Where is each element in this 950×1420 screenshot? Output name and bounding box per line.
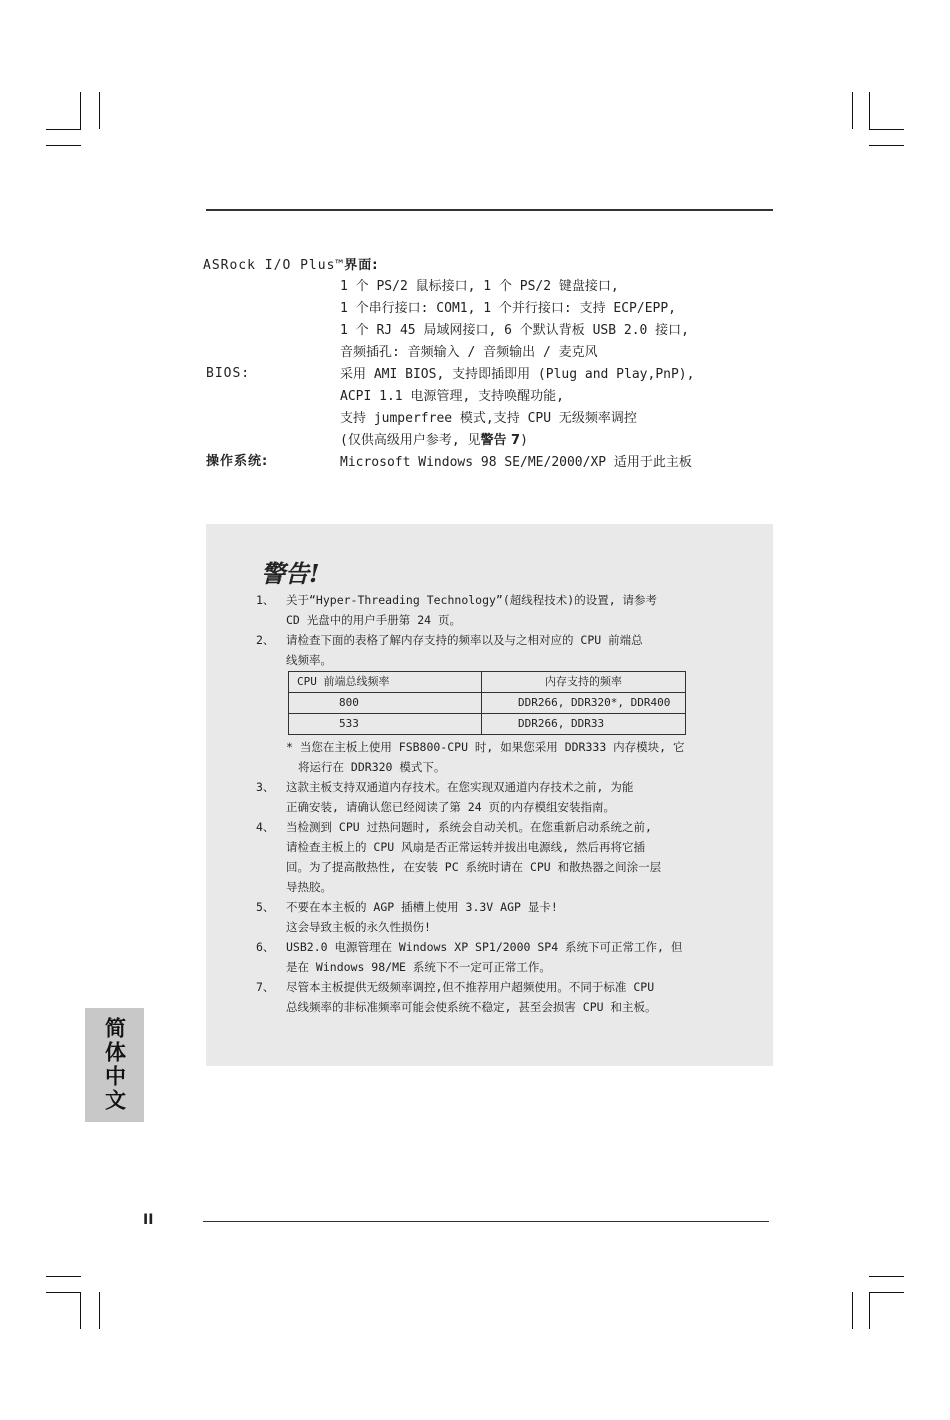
io-line: 1 个 RJ 45 局域网接口, 6 个默认背板 USB 2.0 接口, <box>340 323 690 338</box>
warning-item-line: 回。为了提高散热性, 在安装 PC 系统时请在 CPU 和散热器之间涂一层 <box>286 860 662 874</box>
bios-line: ACPI 1.1 电源管理, 支持唤醒功能, <box>340 389 564 404</box>
table-header-cell: CPU 前端总线频率 <box>289 672 482 693</box>
spec-row-bios <box>203 364 773 452</box>
warning-item-line: 总线频率的非标准频率可能会使系统不稳定, 甚至会损害 CPU 和主板。 <box>286 1000 657 1014</box>
io-label-suffix: 界面: <box>344 258 379 273</box>
os-value: Microsoft Windows 98 SE/ME/2000/XP 适用于此主板 <box>340 455 692 470</box>
table-row <box>289 714 686 735</box>
io-line: 1 个串行接口: COM1, 1 个并行接口: 支持 ECP/EPP, <box>340 301 677 316</box>
warning-item <box>256 590 726 630</box>
warning-item-line: 关于“Hyper-Threading Technology”(超线程技术)的设置, 请参考 <box>286 593 658 607</box>
crop-mark <box>46 1276 81 1277</box>
page-number-mark: II <box>143 1212 154 1228</box>
crop-mark <box>869 145 904 146</box>
bios-note-prefix: (仅供高级用户参考, 见 <box>340 433 481 448</box>
io-line: 音频插孔: 音频输入 / 音频输出 / 麦克风 <box>340 345 598 360</box>
bios-line: 采用 AMI BIOS, 支持即插即用 (Plug and Play,PnP), <box>340 367 695 382</box>
warning-item-line: 正确安装, 请确认您已经阅读了第 24 页的内存模组安装指南。 <box>286 800 616 814</box>
table-header-row <box>289 672 686 693</box>
table-note-line: * 当您在主板上使用 FSB800-CPU 时, 如果您采用 DDR333 内存模块, 它 <box>286 740 685 754</box>
header-rule <box>206 209 773 211</box>
frequency-table <box>288 671 686 735</box>
crop-mark <box>99 1292 100 1329</box>
warning-item-number: 7、 <box>256 980 275 994</box>
warning-item-line: 尽管本主板提供无级频率调控,但不推荐用户超频使用。不同于标准 CPU <box>286 980 655 994</box>
language-side-tab-text: 简体中文 <box>102 1017 127 1113</box>
spec-values-io <box>340 256 773 364</box>
crop-mark <box>99 92 100 129</box>
spec-values-os <box>340 452 773 474</box>
language-side-tab <box>85 1008 144 1122</box>
warning-item <box>256 777 726 817</box>
crop-mark <box>869 1276 904 1277</box>
warning-item-line: 线频率。 <box>286 653 332 667</box>
spec-row-io <box>203 256 773 364</box>
table-cell: 533 <box>289 714 482 735</box>
crop-mark <box>869 1292 870 1329</box>
io-label-text: ASRock I/O Plus™ <box>203 258 345 273</box>
crop-mark <box>852 92 853 129</box>
crop-mark <box>869 92 870 129</box>
warning-item-line: 不要在本主板的 AGP 插槽上使用 3.3V AGP 显卡! <box>286 900 558 914</box>
table-cell: DDR266, DDR320*, DDR400 <box>482 693 686 714</box>
bios-note-bold: 警告 7 <box>480 433 521 448</box>
crop-mark <box>46 145 81 146</box>
warning-item <box>256 937 726 977</box>
warning-item <box>256 977 726 1017</box>
bios-note-suffix: ) <box>520 433 528 448</box>
spec-label-os <box>206 452 268 472</box>
bios-note <box>340 430 773 452</box>
os-label-text: 操作系统: <box>206 454 269 469</box>
warning-list <box>256 590 726 1017</box>
warning-item-line: USB2.0 电源管理在 Windows XP SP1/2000 SP4 系统下可正常工作, 但 <box>286 940 683 954</box>
crop-mark <box>46 1292 81 1293</box>
warning-item-number: 4、 <box>256 820 275 834</box>
table-cell: DDR266, DDR33 <box>482 714 686 735</box>
warning-item-line: 当检测到 CPU 过热问题时, 系统会自动关机。在您重新启动系统之前, <box>286 820 652 834</box>
crop-mark <box>80 1292 81 1329</box>
warning-item-line: CD 光盘中的用户手册第 24 页。 <box>286 613 461 627</box>
table-note-line: 将运行在 DDR320 模式下。 <box>298 760 446 774</box>
bios-line: 支持 jumperfree 模式,支持 CPU 无级频率调控 <box>340 411 637 426</box>
footer-rule <box>203 1221 769 1222</box>
crop-mark <box>46 129 81 130</box>
warning-item-line: 这款主板支持双通道内存技术。在您实现双通道内存技术之前, 为能 <box>286 780 634 794</box>
warning-item-line: 请检查下面的表格了解内存支持的频率以及与之相对应的 CPU 前端总 <box>286 633 643 647</box>
warning-item-number: 6、 <box>256 940 275 954</box>
warning-item-line: 导热胶。 <box>286 880 332 894</box>
spec-label-io <box>203 256 378 276</box>
crop-mark <box>869 1292 904 1293</box>
warning-item-line: 请检查主板上的 CPU 风扇是否正常运转并拔出电源线, 然后再将它插 <box>286 840 645 854</box>
crop-mark <box>80 92 81 129</box>
spec-label-bios: BIOS: <box>206 366 251 381</box>
warning-item-line: 这会导致主板的永久性损伤! <box>286 920 431 934</box>
warning-item-number: 3、 <box>256 780 275 794</box>
warning-item <box>256 630 726 777</box>
warning-item <box>256 897 726 937</box>
table-cell: 800 <box>289 693 482 714</box>
warning-item <box>256 817 726 897</box>
table-header-cell: 内存支持的频率 <box>482 672 686 693</box>
warning-item-number: 2、 <box>256 633 275 647</box>
spec-section <box>203 256 773 474</box>
warning-title: 警告! <box>261 559 320 588</box>
warning-item-number: 5、 <box>256 900 275 914</box>
spec-values-bios <box>340 364 773 452</box>
crop-mark <box>852 1292 853 1329</box>
warning-box <box>206 524 773 1066</box>
warning-item-line: 是在 Windows 98/ME 系统下不一定可正常工作。 <box>286 960 551 974</box>
spec-row-os <box>203 452 773 474</box>
warning-item-number: 1、 <box>256 593 275 607</box>
io-line: 1 个 PS/2 鼠标接口, 1 个 PS/2 键盘接口, <box>340 279 619 294</box>
table-row <box>289 693 686 714</box>
crop-mark <box>869 129 904 130</box>
table-note <box>286 737 726 777</box>
